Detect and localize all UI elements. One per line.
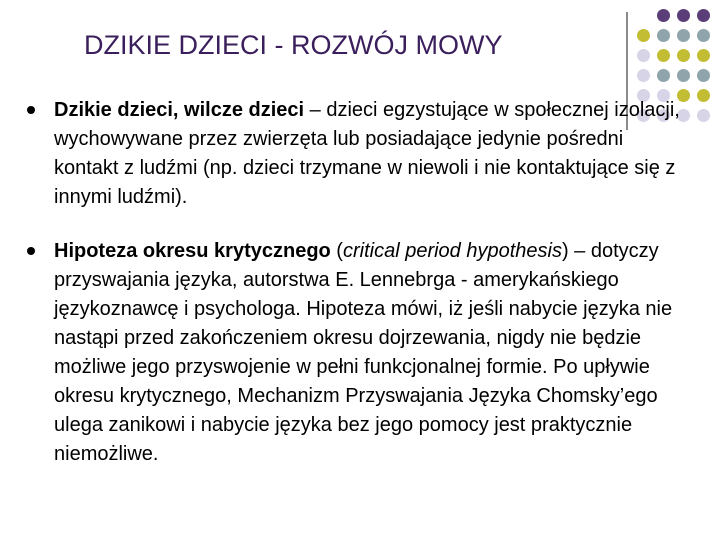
bullet-list — [27, 96, 687, 469]
decorative-dot — [657, 9, 670, 22]
decorative-dot — [697, 9, 710, 22]
bullet-icon — [27, 106, 35, 114]
decorative-dot — [657, 49, 670, 62]
decorative-dot — [637, 69, 650, 82]
bullet-item-critical-period — [27, 237, 687, 469]
decorative-dot — [697, 29, 710, 42]
decorative-dot — [637, 49, 650, 62]
decorative-dot — [677, 49, 690, 62]
bullet-term: Hipoteza okresu krytycznego — [54, 240, 331, 262]
decorative-dot — [677, 69, 690, 82]
bullet-term: Dzikie dzieci, wilcze dzieci — [54, 99, 305, 121]
decorative-dot — [657, 29, 670, 42]
bullet-text: – dzieci egzystujące w społecznej izolacji, wychowywane przez zwierzęta lub posiadające jedynie pośredni kontakt z ludźmi (np. dzieci trzymane w niewoli i nie kontaktujące się z innymi ludźmi). — [54, 99, 680, 208]
bullet-term-english: critical period hypothesis — [342, 240, 562, 262]
bullet-paren: ( — [330, 240, 343, 262]
bullet-icon — [27, 247, 35, 255]
decorative-dot — [637, 29, 650, 42]
decorative-dot — [677, 9, 690, 22]
bullet-text: ) – dotyczy przyswajania języka, autorstwa E. Lennebrga - amerykańskiego językoznawcę i psychologa. Hipoteza mówi, iż jeśli nabycie języka nie nastąpi przed zakończeniem okresu dojrzewania, nigdy nie będzie możliwe jego przyswojenie w pełni funkcjonalnej formie. Po upływie okresu krytycznego, Mechanizm Przyswajania Języka Chomsky’ego ulega zanikowi i nabycie języka bez jego pomocy jest praktycznie niemożliwe. — [54, 240, 673, 465]
decorative-dot — [697, 89, 710, 102]
decorative-dot — [697, 49, 710, 62]
decorative-dot — [677, 29, 690, 42]
decorative-dot — [697, 69, 710, 82]
decorative-dot — [697, 109, 710, 122]
bullet-item-feral-children — [27, 96, 687, 212]
decorative-dot — [657, 69, 670, 82]
slide-title: DZIKIE DZIECI - ROZWÓJ MOWY — [84, 30, 503, 60]
